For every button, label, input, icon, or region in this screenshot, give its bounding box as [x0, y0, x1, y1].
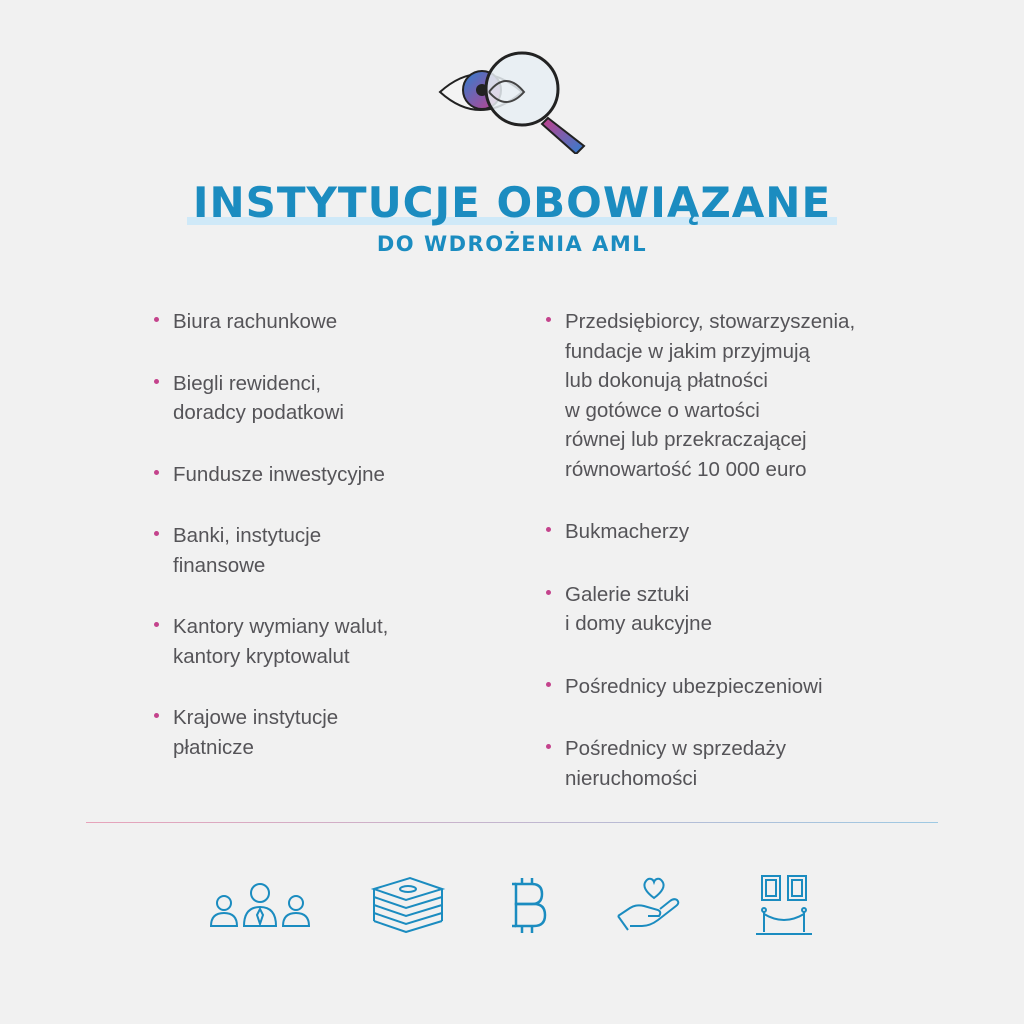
- list-item: Krajowe instytucje płatnicze: [152, 703, 492, 762]
- gallery-icon: [754, 874, 814, 936]
- eye-magnifier-icon: [436, 48, 590, 154]
- left-list: [152, 307, 492, 794]
- divider: [86, 822, 938, 823]
- hand-heart-icon: [616, 874, 684, 934]
- page-subtitle: DO WDROŻENIA AML: [376, 232, 648, 256]
- bitcoin-icon: [508, 876, 548, 936]
- list-item: Galerie sztuki i domy aukcyjne: [544, 580, 944, 639]
- title-text: INSTYTUCJE OBOWIĄZANE: [192, 178, 832, 227]
- list-item: Fundusze inwestycyjne: [152, 460, 492, 490]
- money-stack-icon: [370, 875, 446, 933]
- list-item: Pośrednicy ubezpieczeniowi: [544, 672, 944, 702]
- list-item: Przedsiębiorcy, stowarzyszenia, fundacje w jakim przyjmują lub dokonują płatności w gotówce o wartości równej lub przekraczającej równowartość 10 000 euro: [544, 307, 944, 484]
- list-item: Bukmacherzy: [544, 517, 944, 547]
- list-item: Kantory wymiany walut, kantory kryptowalut: [152, 612, 492, 671]
- list-item: Biegli rewidenci, doradcy podatkowi: [152, 369, 492, 428]
- list-item: Banki, instytucje finansowe: [152, 521, 492, 580]
- people-icon: [208, 882, 312, 928]
- list-item: Biura rachunkowe: [152, 307, 492, 337]
- right-list: [544, 307, 944, 826]
- page-title: [0, 176, 1024, 230]
- list-item: Pośrednicy w sprzedaży nieruchomości: [544, 734, 944, 793]
